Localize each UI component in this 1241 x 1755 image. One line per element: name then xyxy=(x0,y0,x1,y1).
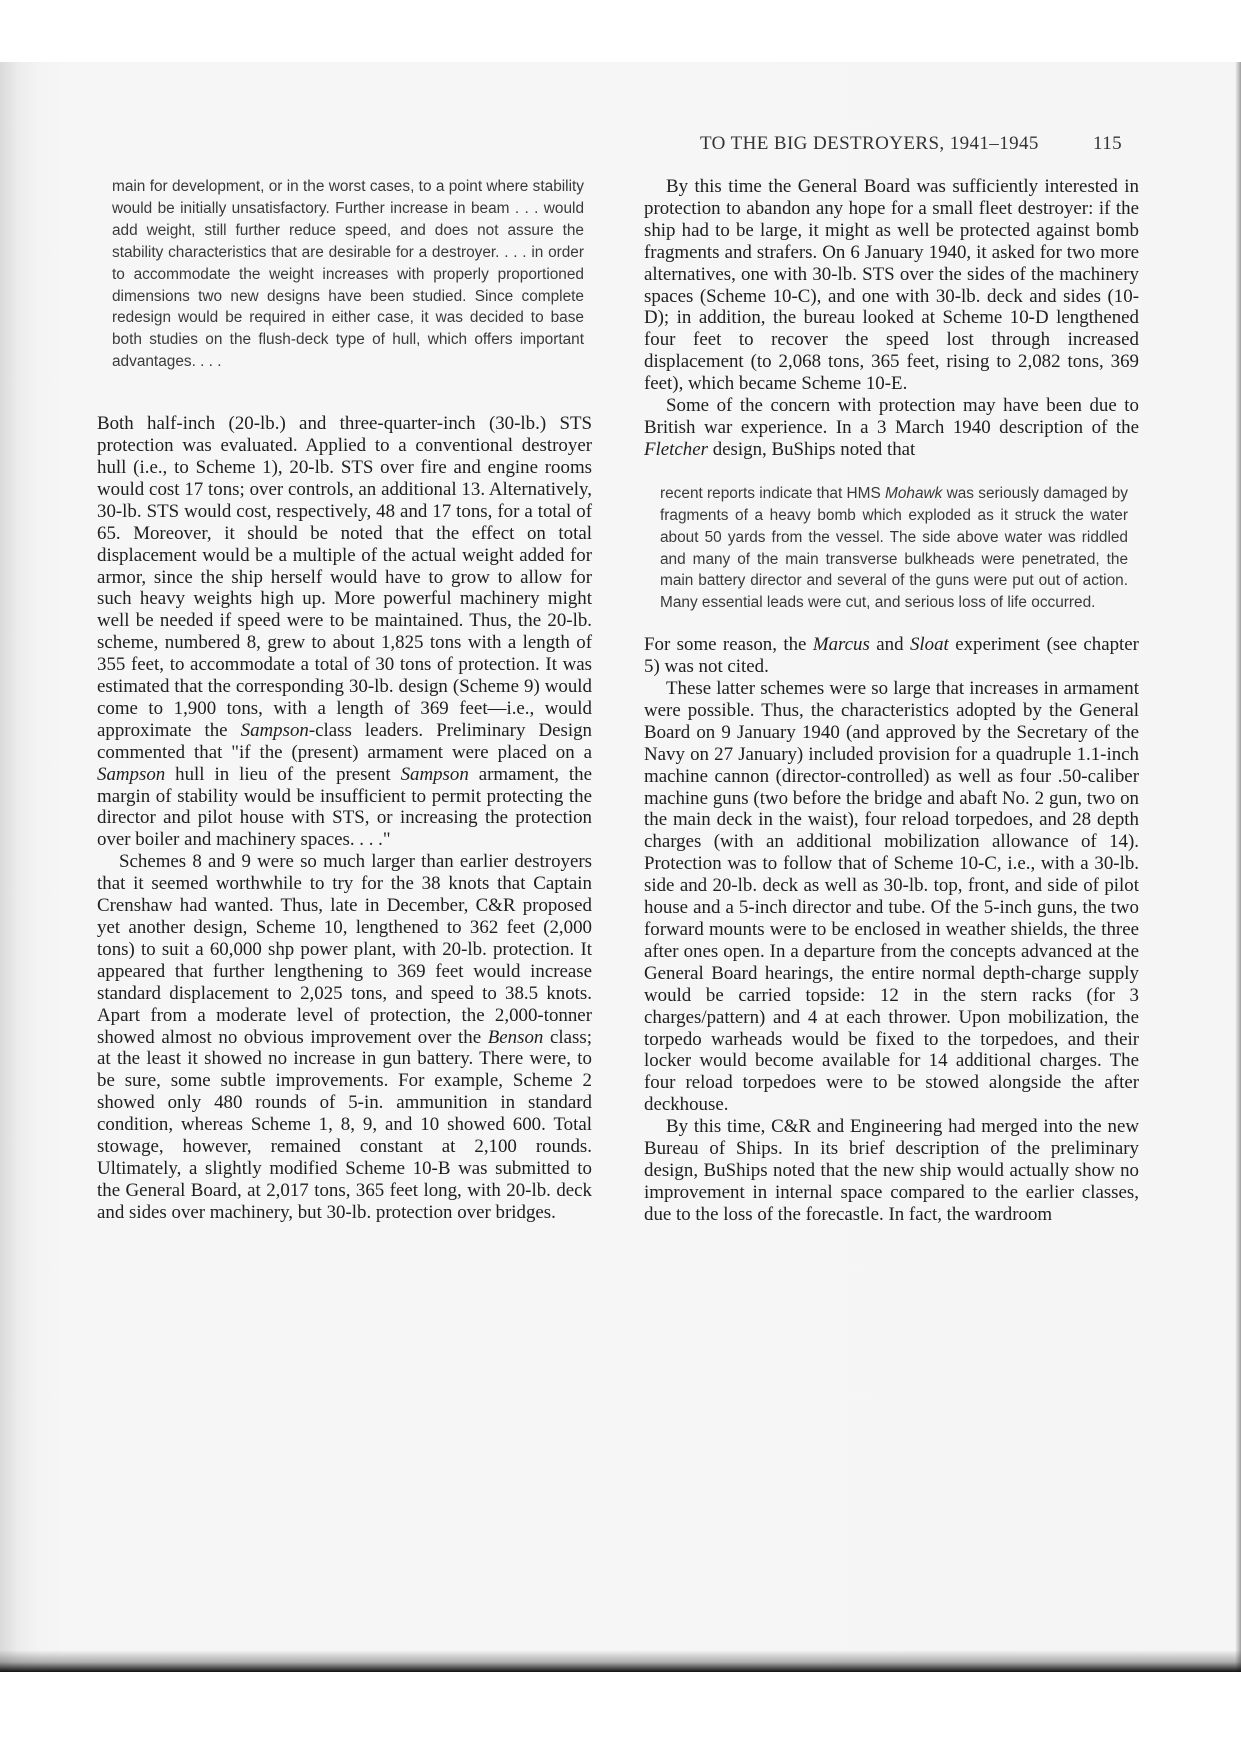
paragraph: Some of the concern with protection may have been due to British war experience. In a 3 March 1940 description of the Fletcher design, BuShips noted that xyxy=(644,395,1139,460)
top-margin xyxy=(0,0,1241,62)
page-edge-shadow xyxy=(1235,62,1241,1672)
ship-name: Mohawk xyxy=(885,484,943,502)
ship-name: Sampson xyxy=(400,763,469,785)
page-bottom-shadow xyxy=(0,1650,1241,1672)
running-title: TO THE BIG DESTROYERS, 1941–1945 xyxy=(700,133,1039,154)
ship-name: Fletcher xyxy=(644,438,708,460)
paragraph: By this time the General Board was sufficiently interested in protection to abandon any hope for a small fleet destroyer: if the ship had to be large, it might as well be protected against bomb fragments and strafers. On 6 January 1940, it asked for two more alternatives, one with 30-lb. STS over the sides of the machinery spaces (Scheme 10-C), and one with 30-lb. deck and sides (10-D); in addition, the bureau looked at Scheme 10-D lengthened four feet to recover the speed lost through increased displacement (to 2,068 tons, 365 feet, rising to 2,082 tons, 369 feet), which became Scheme 10-E. xyxy=(644,176,1139,395)
paragraph: Both half-inch (20-lb.) and three-quarter-inch (30-lb.) STS protection was evaluated. Applied to a conventional destroyer hull (i.e., to Scheme 1), 20-lb. STS over fire and engine rooms would cost 17 tons; over controls, an additional 13. Alternatively, 30-lb. STS would cost, respectively, 48 and 17 tons, for a total of 65. Moreover, it should be noted that the effect on total displacement would be a multiple of the actual weight added for armor, since the ship herself would have to grow to allow for such heavy weights high up. More powerful machinery might well be needed if speed were to be maintained. Thus, the 20-lb. scheme, numbered 8, grew to about 1,825 tons with a length of 355 feet, to accommodate a total of 30 tons of protection. It was estimated that the corresponding 30-lb. design (Scheme 9) would come to 1,900 tons, with a length of 369 feet—i.e., would approximate the Sampson-class leaders. Preliminary Design commented that "if the (present) armament were placed on a Sampson hull in lieu of the present Sampson armament, the margin of stability would be insufficient to permit protecting the director and pilot house with STS, or increasing the protection over boiler and machinery spaces. . . ." xyxy=(97,413,592,851)
block-quote: recent reports indicate that HMS Mohawk was seriously damaged by fragments of a heavy bomb which exploded as it struck the water about 50 yards from the vessel. The side above water was riddled and many of the main transverse bulkheads were penetrated, the main battery director and several of the guns were put out of action. Many essential leads were cut, and serious loss of life occurred. xyxy=(660,484,1128,612)
right-column xyxy=(644,176,1139,1226)
running-header xyxy=(700,133,1122,155)
ship-name: Sampson xyxy=(97,763,166,785)
paragraph: For some reason, the Marcus and Sloat experiment (see chapter 5) was not cited. xyxy=(644,634,1139,678)
paragraph: These latter schemes were so large that increases in armament were possible. Thus, the characteristics adopted by the General Board on 9 January 1940 (and approved by the Secretary of the Navy on 27 January) included provision for a quadruple 1.1-inch machine cannon (director-controlled) as well as four .50-caliber machine guns (two before the bridge and abaft No. 2 gun, two on the main deck in the waist), four reload torpedoes, and 28 depth charges (with an additional mobilization allowance of 14). Protection was to follow that of Scheme 10-C, i.e., with a 30-lb. side and 20-lb. deck as well as 30-lb. top, front, and side of pilot house and a 5-inch director and tube. Of the 5-inch guns, the two forward mounts were to be enclosed in weather shields, the three after ones open. In a departure from the concepts advanced at the General Board hearings, the entire normal depth-charge supply would be carried topside: 12 in the stern racks (for 3 charges/pattern) and 4 at each thrower. Upon mobilization, the torpedo warheads would be fixed to the torpedoes, and their locker would become available for 14 additional charges. The four reload torpedoes were to be stowed alongside the after deckhouse. xyxy=(644,678,1139,1116)
ship-name: Sloat xyxy=(909,634,949,656)
ship-name: Benson xyxy=(487,1026,544,1048)
page-number: 115 xyxy=(1093,133,1122,154)
ship-name: Marcus xyxy=(812,634,870,656)
paragraph: Schemes 8 and 9 were so much larger than earlier destroyers that it seemed worthwhile to try for the 38 knots that Captain Crenshaw had wanted. Thus, late in December, C&R proposed yet another design, Scheme 10, lengthened to 362 feet (2,000 tons) to suit a 60,000 shp power plant, with 20-lb. protection. It appeared that further lengthening to 369 feet would increase standard displacement to 2,025 tons, and speed to 38.5 knots. Apart from a moderate level of protection, the 2,000-tonner showed almost no obvious improvement over the Benson class; at the least it showed no increase in gun battery. There were, to be sure, some subtle improvements. For example, Scheme 2 showed only 480 rounds of 5-in. ammunition in standard condition, whereas Scheme 1, 8, 9, and 10 showed 600. Total stowage, however, remained constant at 2,100 rounds. Ultimately, a slightly modified Scheme 10-B was submitted to the General Board, at 2,017 tons, 365 feet long, with 20-lb. deck and sides over machinery, but 30-lb. protection over bridges. xyxy=(97,851,592,1223)
left-column xyxy=(97,176,592,1224)
ship-name: Sampson xyxy=(240,719,309,741)
bottom-margin xyxy=(0,1672,1241,1755)
block-quote: main for development, or in the worst cases, to a point where stability would be initially unsatisfactory. Further increase in beam . . . would add weight, still further reduce speed, and does not assure the stability characteristics that are desirable for a destroyer. . . . in order to accommodate the weight increases with properly proportioned dimensions two new designs have been studied. Since complete redesign would be required in either case, it was decided to base both studies on the flush-deck type of hull, which offers important advantages. . . . xyxy=(112,178,584,371)
paragraph: By this time, C&R and Engineering had merged into the new Bureau of Ships. In its brief description of the preliminary design, BuShips noted that the new ship would actually show no improvement in internal space compared to the earlier classes, due to the loss of the forecastle. In fact, the wardroom xyxy=(644,1116,1139,1225)
